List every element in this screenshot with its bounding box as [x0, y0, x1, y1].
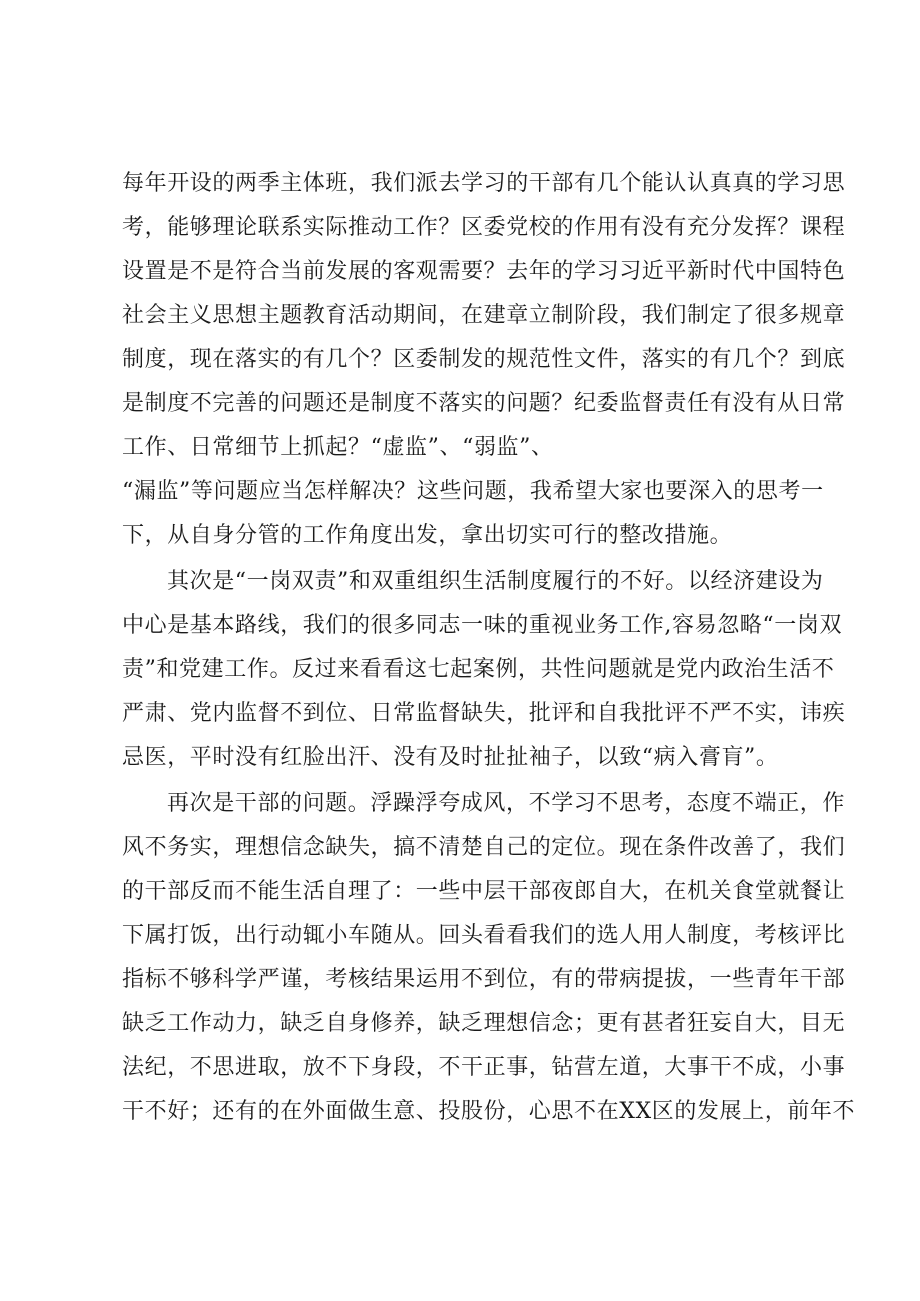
text-line: 指标不够科学严谨，考核结果运用不到位，有的带病提拔，一些青年干部	[122, 967, 846, 992]
text-line: 是制度不完善的问题还是制度不落实的问题？纪委监督责任有没有从日常	[122, 391, 846, 416]
text-line: 严肃、党内监督不到位、日常监督缺失，批评和自我批评不严不实，讳疾	[122, 701, 846, 726]
text-line: 中心是基本路线，我们的很多同志一味的重视业务工作,容易忽略“一岗双	[122, 613, 843, 638]
text-line: 干不好；还有的在外面做生意、投股份，心思不在XX区的发展上，前年不	[122, 1099, 856, 1124]
text-line: 法纪，不思进取，放不下身段，不干正事，钻营左道，大事干不成，小事	[122, 1055, 846, 1080]
text-line: “漏监”等问题应当怎样解决？这些问题，我希望大家也要深入的思考一	[122, 479, 824, 504]
paragraph-first-line: 再次是干部的问题。浮躁浮夸成风，不学习不思考，态度不端正，作	[167, 791, 846, 816]
text-line: 缺乏工作动力，缺乏自身修养，缺乏理想信念；更有甚者狂妄自大，目无	[122, 1011, 846, 1036]
text-line: 制度，现在落实的有几个？区委制发的规范性文件，落实的有几个？到底	[122, 347, 846, 372]
text-line: 的干部反而不能生活自理了：一些中层干部夜郎自大，在机关食堂就餐让	[122, 879, 846, 904]
text-line: 下，从自身分管的工作角度出发，拿出切实可行的整改措施。	[122, 523, 733, 548]
text-line: 下属打饭，出行动辄小车随从。回头看看我们的选人用人制度，考核评比	[122, 923, 846, 948]
text-line: 忌医，平时没有红脸出汗、没有及时扯扯袖子，以致“病入膏肓”。	[122, 745, 779, 770]
text-line: 风不务实，理想信念缺失，搞不清楚自己的定位。现在条件改善了，我们	[122, 835, 846, 860]
text-line: 工作、日常细节上抓起？“虚监”、“弱监”、	[122, 435, 554, 460]
paragraph-first-line: 其次是“一岗双责”和双重组织生活制度履行的不好。以经济建设为	[167, 569, 824, 594]
text-line: 考，能够理论联系实际推动工作？区委党校的作用有没有充分发挥？课程	[122, 215, 846, 240]
text-line: 社会主义思想主题教育活动期间，在建章立制阶段，我们制定了很多规章	[122, 303, 846, 328]
text-line: 设置是不是符合当前发展的客观需要？去年的学习习近平新时代中国特色	[122, 259, 846, 284]
text-line: 每年开设的两季主体班，我们派去学习的干部有几个能认认真真的学习思	[122, 171, 846, 196]
text-line: 责”和党建工作。反过来看看这七起案例，共性问题就是党内政治生活不	[122, 657, 835, 682]
